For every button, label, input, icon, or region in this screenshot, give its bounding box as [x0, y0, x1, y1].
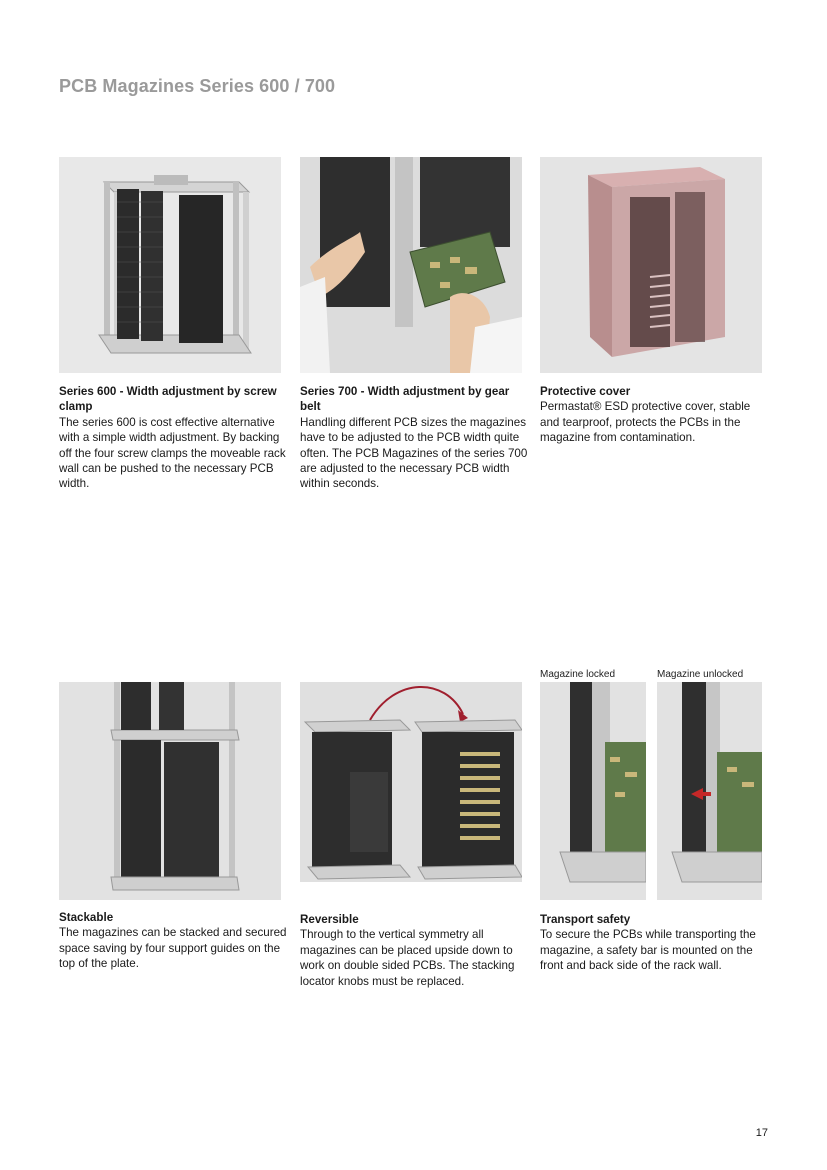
- caption-protective-cover: [540, 384, 768, 446]
- caption-reversible: [300, 912, 528, 989]
- caption-text: To secure the PCBs while transporting the magazine, a safety bar is mounted on the front and back side of the rack wall.: [540, 928, 756, 973]
- caption-text: The magazines can be stacked and secured space saving by four support guides on the top of the plate.: [59, 926, 287, 971]
- caption-text: Through to the vertical symmetry all magazines can be placed upside down to work on double sided PCBs. The stacking locator knobs must be replaced.: [300, 928, 515, 988]
- magazine-locked-photo: [540, 682, 646, 900]
- caption-stackable: [59, 910, 287, 972]
- sublabel-magazine-locked: Magazine locked: [540, 669, 616, 680]
- caption-heading: Transport safety: [540, 913, 631, 926]
- caption-heading: Stackable: [59, 911, 114, 924]
- caption-heading: Series 600 - Width adjustment by screw clamp: [59, 385, 277, 414]
- caption-heading: Series 700 - Width adjustment by gear belt: [300, 385, 510, 414]
- caption-heading: Protective cover: [540, 385, 631, 398]
- series-600-magazine-photo: [59, 157, 281, 373]
- caption-heading: Reversible: [300, 913, 359, 926]
- page-title: PCB Magazines Series 600 / 700: [59, 76, 336, 96]
- protective-cover-photo: [540, 157, 762, 373]
- caption-text: Handling different PCB sizes the magazines have to be adjusted to the PCB width quite often. The PCB Magazines of the series 700 are adjusted to the necessary PCB width within seconds.: [300, 415, 528, 491]
- magazine-unlocked-photo: [657, 682, 762, 900]
- caption-text: The series 600 is cost effective alternative with a simple width adjustment. By backing off the four screw clamps the moveable rack wall can be pushed to the necessary PCB width.: [59, 415, 286, 491]
- caption-text: Permastat® ESD protective cover, stable and tearproof, protects the PCBs in the magazine from contamination.: [540, 400, 751, 445]
- stacked-magazines-photo: [59, 682, 281, 900]
- reversible-magazines-photo: [300, 682, 522, 882]
- series-700-gear-belt-photo: [300, 157, 522, 373]
- caption-series-600: [59, 384, 287, 492]
- sublabel-magazine-unlocked: Magazine unlocked: [657, 669, 744, 680]
- page-number: 17: [755, 1127, 768, 1139]
- caption-series-700: [300, 384, 528, 492]
- caption-transport-safety: [540, 912, 768, 974]
